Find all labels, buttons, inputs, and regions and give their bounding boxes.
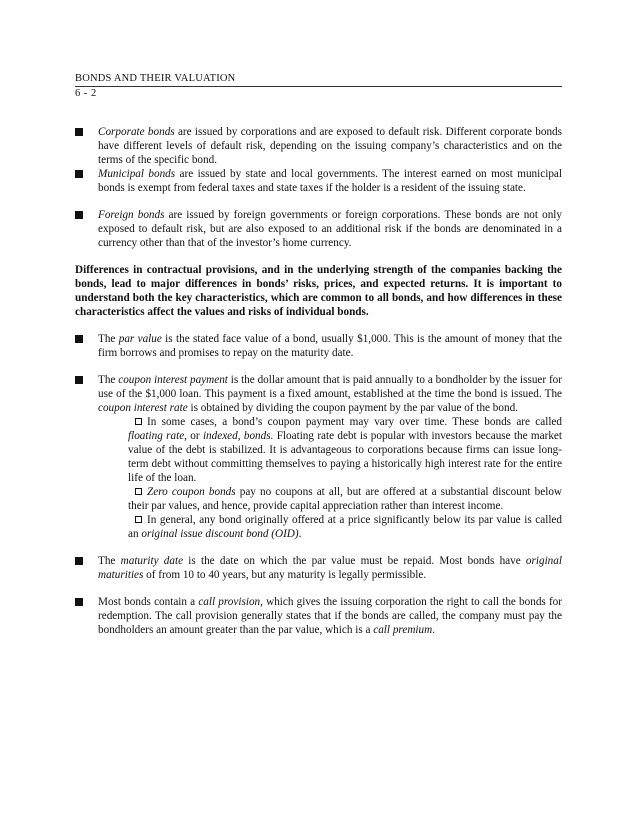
floating-rate-text-c: Floating rate debt is popular with investors because the market value of the debt is stabilized. It is advantageous to corporations because firms can issue long-term debt without committing themselves to paying a historically high interest rate for the entire life of the loan. <box>128 430 562 484</box>
square-bullet-icon <box>75 211 83 219</box>
term-municipal-bonds: Municipal bonds <box>98 168 176 180</box>
term-coupon-interest-payment: coupon interest payment <box>118 374 228 386</box>
floating-rate-text-b: or <box>186 430 203 442</box>
square-bullet-icon <box>75 170 83 178</box>
foreign-bonds-text: are issued by foreign governments or foreign corporations. These bonds are not only exposed to default risk, but are also exposed to an additional risk if the bonds are denominated in a currency other than that of the investor’s home currency. <box>98 209 562 249</box>
square-bullet-icon <box>75 557 83 565</box>
hollow-square-bullet-icon <box>135 516 142 523</box>
coupon-rest: is obtained by dividing the coupon payment by the par value of the bond. <box>187 402 518 414</box>
page-number: 6 - 2 <box>75 88 97 99</box>
coupon-mid: is the dollar amount that is paid annually to a bondholder by the issuer for use of the $1,000 loan. This payment is a fixed amount, established at the time the bond is issued. The <box>98 374 562 400</box>
term-corporate-bonds: Corporate bonds <box>98 126 175 138</box>
zero-coupon-text: pay no coupons at all, but are offered at a substantial discount below their par values, and hence, provide capital appreciation rather than interest income. <box>128 486 562 512</box>
corporate-bonds-text: are issued by corporations and are exposed to default risk. Different corporate bonds have different levels of default risk, depending on the issuing company’s characteristics and on the terms of the specific bond. <box>98 126 562 166</box>
key-differences-paragraph: Differences in contractual provisions, and in the underlying strength of the companies backing the bonds, lead to major differences in bonds’ risks, prices, and expected returns. It is important to understand both the key characteristics, which are common to all bonds, and how differences in these characteristics affect the values and risks of individual bonds. <box>75 264 562 318</box>
maturity-pre: The <box>98 555 121 567</box>
bullet-maturity-date <box>75 554 562 582</box>
coupon-pre: The <box>98 374 119 386</box>
square-bullet-icon <box>75 335 83 343</box>
call-pre: Most bonds contain a <box>98 596 199 608</box>
term-original-maturities: original maturities <box>98 555 562 581</box>
term-indexed-bonds: indexed, bonds. <box>202 430 274 442</box>
term-maturity-date: maturity date <box>120 555 184 567</box>
bullet-municipal-bonds <box>75 167 562 195</box>
sub-bullet-floating-rate <box>75 415 562 485</box>
par-value-text: is the stated face value of a bond, usually $1,000. This is the amount of money that the firm borrows and promises to repay on the maturity date. <box>98 333 562 359</box>
term-oid: original issue discount bond (OID) <box>141 528 299 540</box>
call-mid: , which gives the issuing corporation the right to call the bonds for redemption. The call provision generally states that if the bonds are called, the company must pay the bondholders an amount greater than the par value, which is a <box>98 596 563 636</box>
floating-rate-text-a: In some cases, a bond’s coupon payment may vary over time. These bonds are called <box>147 416 562 428</box>
bullet-corporate-bonds <box>75 125 562 167</box>
maturity-mid: is the date on which the par value must be repaid. Most bonds have <box>183 555 526 567</box>
term-floating-rate: floating rate, <box>128 430 187 442</box>
term-foreign-bonds: Foreign bonds <box>98 209 165 221</box>
square-bullet-icon <box>75 376 83 384</box>
bullet-par-value <box>75 332 562 360</box>
square-bullet-icon <box>75 598 83 606</box>
square-bullet-icon <box>75 128 83 136</box>
sub-bullet-zero-coupon <box>75 485 562 513</box>
call-rest: . <box>432 624 435 636</box>
municipal-bonds-text: are issued by state and local governments. The interest earned on most municipal bonds is exempt from federal taxes and state taxes if the holder is a resident of the issuing state. <box>98 168 562 194</box>
term-call-premium: call premium <box>373 624 433 636</box>
running-header-title: BONDS AND THEIR VALUATION <box>75 73 236 84</box>
par-value-pre: The <box>98 333 119 345</box>
term-coupon-interest-rate: coupon interest rate <box>98 402 188 414</box>
bullet-foreign-bonds <box>75 208 562 250</box>
document-page <box>75 72 562 637</box>
bullet-call-provision <box>75 595 562 637</box>
maturity-rest: of from 10 to 40 years, but any maturity is legally permissible. <box>143 569 427 581</box>
oid-text-b: . <box>298 528 302 540</box>
term-call-provision: call provision <box>198 596 261 608</box>
bullet-coupon-interest <box>75 373 562 415</box>
term-par-value: par value <box>118 333 162 345</box>
oid-text-a: In general, any bond originally offered at a price significantly below its par value is called an <box>128 514 562 540</box>
term-zero-coupon-bonds: Zero coupon bonds <box>147 486 236 498</box>
hollow-square-bullet-icon <box>135 488 142 495</box>
hollow-square-bullet-icon <box>135 418 142 425</box>
sub-bullet-oid <box>75 513 562 541</box>
